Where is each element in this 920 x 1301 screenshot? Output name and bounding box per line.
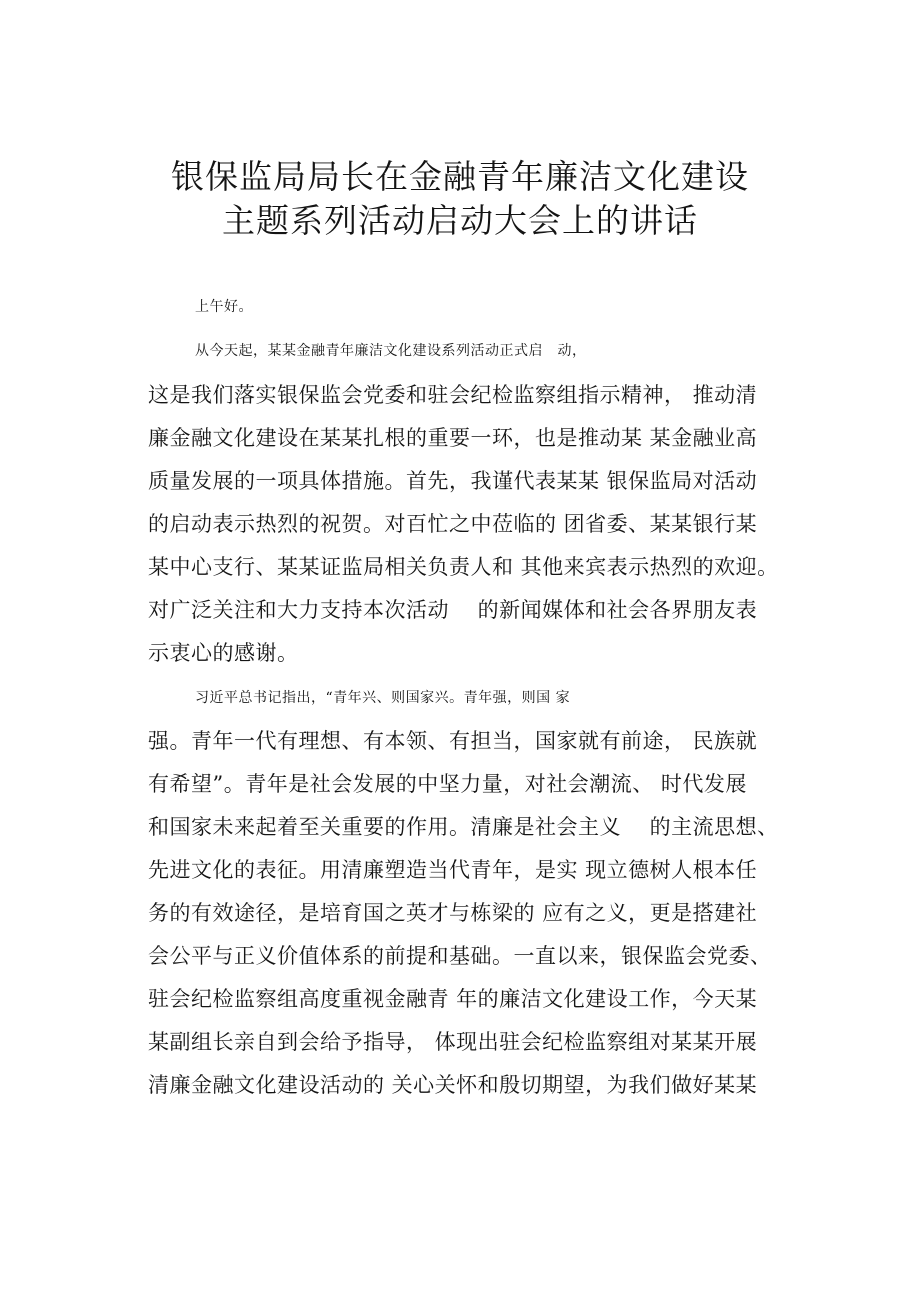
body-line: 对广泛关注和大力支持本次活动 的新闻媒体和社会各界朋友表 (148, 598, 758, 622)
document-title-line-2: 主题系列活动启动大会上的讲话 (222, 201, 698, 240)
body-line: 廉金融文化建设在某某扎根的重要一环，也是推动某 某金融业高 (148, 426, 758, 450)
body-line: 和国家未来起着至关重要的作用。清廉是社会主义 的主流思想、 (148, 815, 779, 839)
body-line: 有希望”。青年是社会发展的中坚力量，对社会潮流、 时代发展 (148, 772, 747, 796)
body-line: 某副组长亲自到会给予指导， 体现出驻会纪检监察组对某某开展 (148, 1030, 758, 1054)
body-line: 习近平总书记指出，“青年兴、则国家兴。青年强，则国 家 (195, 690, 571, 706)
body-line: 先进文化的表征。用清廉塑造当代青年，是实 现立德树人根本任 (148, 858, 758, 882)
body-line: 驻会纪检监察组高度重视金融青 年的廉洁文化建设工作，今天某 (148, 987, 758, 1011)
body-line: 清廉金融文化建设活动的 关心关怀和殷切期望，为我们做好某某 (148, 1073, 758, 1097)
body-line: 务的有效途径，是培育国之英才与栋梁的 应有之义，更是搭建社 (148, 901, 758, 925)
body-line: 上午好。 (195, 299, 253, 315)
body-line: 这是我们落实银保监会党委和驻会纪检监察组指示精神， 推动清 (148, 383, 758, 407)
body-line: 质量发展的一项具体措施。首先，我谨代表某某 银保监局对活动 (148, 469, 758, 493)
body-line: 从今天起，某某金融青年廉洁文化建设系列活动正式启 动， (195, 343, 587, 359)
body-line: 某中心支行、某某证监局相关负责人和 其他来宾表示热烈的欢迎。 (148, 555, 779, 579)
body-line: 会公平与正义价值体系的前提和基础。一直以来，银保监会党委、 (148, 944, 772, 968)
body-line: 的启动表示热烈的祝贺。对百忙之中莅临的 团省委、某某银行某 (148, 512, 758, 536)
document-title-line-1: 银保监局局长在金融青年廉洁文化建设 (171, 157, 749, 196)
body-line: 强。青年一代有理想、有本领、有担当，国家就有前途， 民族就 (148, 729, 758, 753)
body-line: 示衷心的感谢。 (148, 641, 299, 665)
